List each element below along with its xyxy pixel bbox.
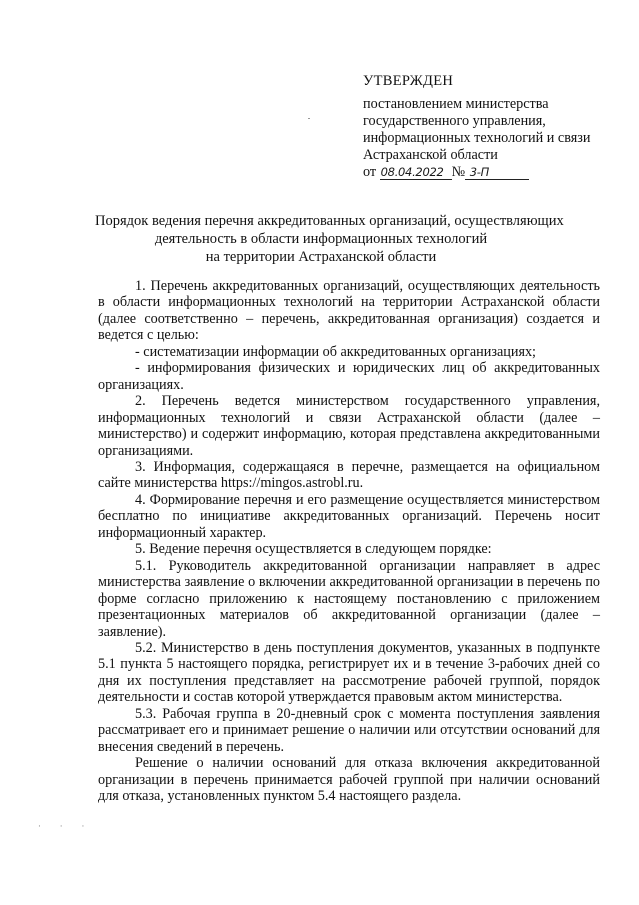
paragraph-3: 3. Информация, содержащаяся в перечне, размещается на официальном сайте министерства https://mingos.astrobl.ru. <box>98 458 600 492</box>
approval-title: УТВЕРЖДЕН <box>363 73 454 89</box>
paragraph-1-item-2: - информирования физических и юридических лиц об аккредитованных организациях. <box>98 360 600 393</box>
approval-line: государственного управления, <box>363 113 546 129</box>
paragraph-5-2: 5.2. Министерство в день поступления документов, указанных в подпункте 5.1 пункта 5 настоящего порядка, регистрирует их и в течение 3-рабочих дней со дня их поступления представляет на рассмотрение рабочей группой, порядок деятельности и состав которой утверждается правовым актом министерства. <box>98 639 600 706</box>
paragraph-5-3: 5.3. Рабочая группа в 20-дневный срок с момента поступления заявления рассматривает его и принимает решение о наличии или отсутствии оснований для внесения сведений в перечень. <box>98 705 600 755</box>
paragraph-4: 4. Формирование перечня и его размещение осуществляется министерством бесплатно по инициативе аккредитованных организаций. Перечень носит информационный характер. <box>98 491 600 541</box>
decree-number-field <box>465 165 529 180</box>
paragraph-1: 1. Перечень аккредитованных организаций, осуществляющих деятельность в области информационных технологий на территории Астраханской области (далее соответственно – перечень, аккредитованная организация) создается и ведется с целью: <box>98 278 600 344</box>
paragraph-decision: Решение о наличии оснований для отказа включения аккредитованной организации в перечень принимается рабочей группой при наличии оснований для отказа, установленных пунктом 5.4 настоящего раздела. <box>98 755 600 805</box>
document-title <box>95 212 564 266</box>
scan-artifact-dots: · · · <box>38 822 93 832</box>
decree-number: 3-П <box>469 165 489 179</box>
decree-prefix: от <box>363 164 377 180</box>
paragraph-2: 2. Перечень ведется министерством государственного управления, информационных технологий и связи Астраханской области (далее – министерство) и содержит информацию, которая представлена аккредитованными организациями. <box>98 393 600 459</box>
approval-line: Астраханской области <box>363 147 498 163</box>
approval-line: информационных технологий и связи <box>363 130 591 146</box>
decree-number-label: № <box>451 164 466 180</box>
paragraph-5-1: 5.1. Руководитель аккредитованной организации направляет в адрес министерства заявление о включении аккредитованной организации в перечень по форме согласно приложению к настоящему постановлению с приложением презентационных материалов об аккредитованной организации (далее – заявление). <box>98 557 600 640</box>
approval-line: постановлением министерства <box>363 96 549 112</box>
document-body <box>98 278 600 805</box>
paragraph-5: 5. Ведение перечня осуществляется в следующем порядке: <box>135 541 492 558</box>
scan-speck <box>308 118 310 119</box>
decree-date-field <box>380 165 452 180</box>
paragraph-1-item-1: - систематизации информации об аккредитованных организациях; <box>135 343 537 360</box>
decree-date: 08.04.2022 <box>380 165 444 179</box>
decree-date-number <box>363 164 613 181</box>
title-line: деятельность в области информационных технологий <box>154 231 488 247</box>
title-line: на территории Астраханской области <box>205 249 437 265</box>
approval-stamp-block <box>363 73 613 181</box>
title-line: Порядок ведения перечня аккредитованных организаций, осуществляющих <box>95 213 564 229</box>
